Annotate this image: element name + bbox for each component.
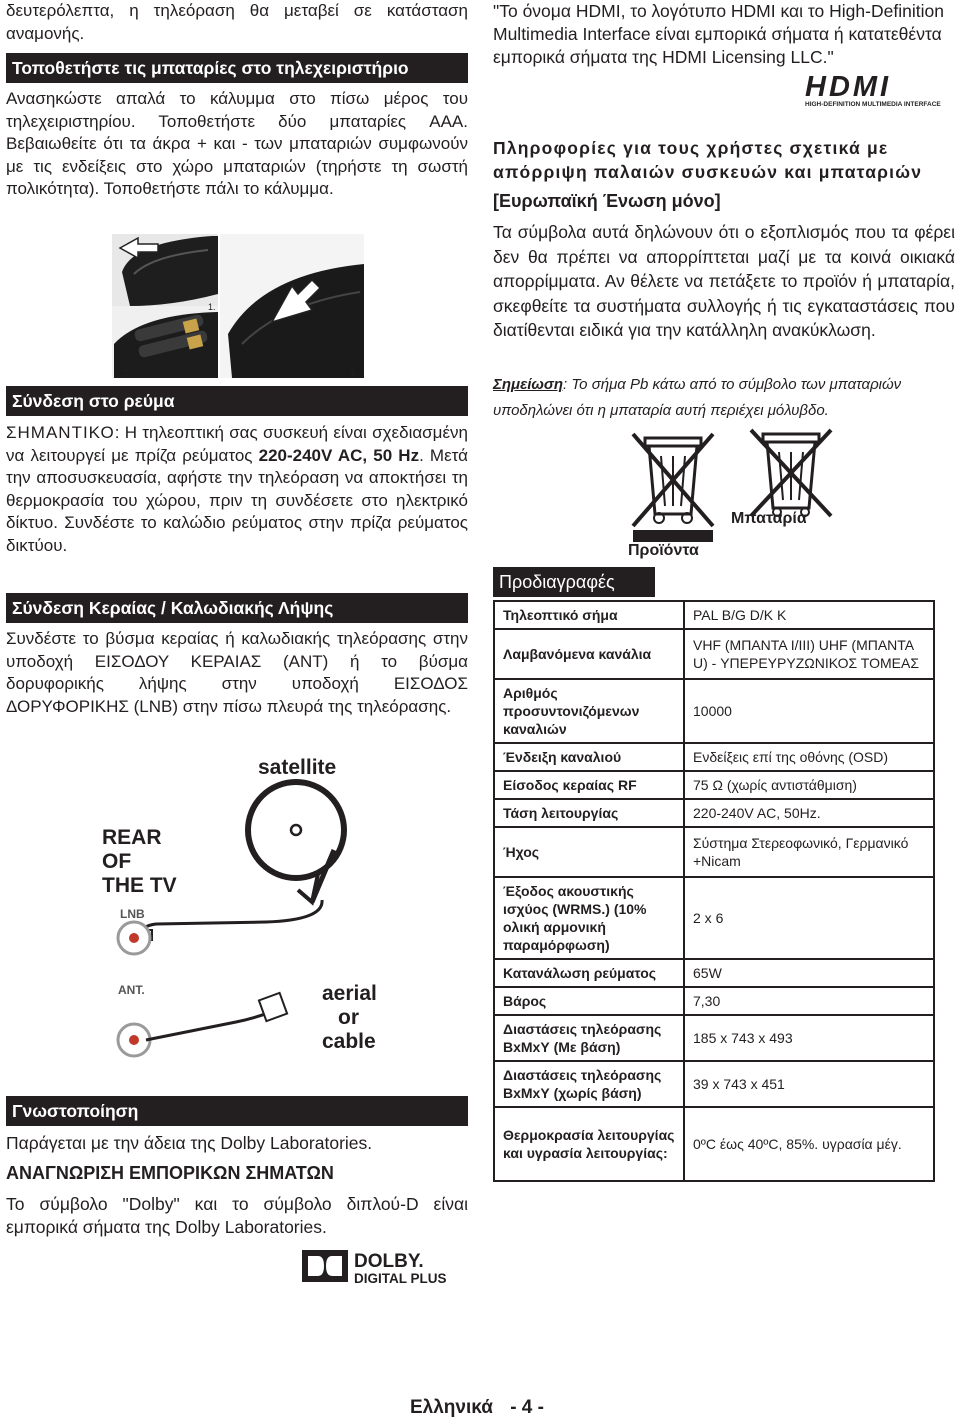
spec-label: Αριθμός προσυντονιζόμενων καναλιών [494,679,684,743]
spec-row [494,1061,934,1107]
aerial-label-line-3: cable [322,1030,376,1053]
spec-row [494,1107,934,1181]
spec-value: 185 x 743 x 493 [684,1015,934,1061]
spec-value: 2 x 6 [684,877,934,959]
spec-row [494,771,934,799]
products-label: Προϊόντα [628,542,699,559]
battery-bin-icon [743,428,839,518]
step-2-label: 2. [124,368,132,378]
eu-only-label: [Ευρωπαϊκή Ένωση μόνο] [493,191,721,211]
disposal-heading: Πληροφορίες για τους χρήστες σχετικά με απόρριψη παλαιών συσκευών και μπαταριών [493,138,923,182]
hdmi-logo-subtext: HIGH-DEFINITION MULTIMEDIA INTERFACE [805,101,941,108]
batteries-text: Ανασηκώστε απαλά το κάλυμμα στο πίσω μέρος του τηλεχειριστηρίου. Τοποθετήστε δύο μπαταρίες AAA. Βεβαιωθείτε ότι τα άκρα + και - των μπαταριών συμφωνούν με τις ενδείξεις στο χώρο μπαταριών (τηρήστε τη σωστή πολικότητα). Τοποθετήστε πάλι το κάλυμμα. [6,89,468,198]
spec-value: VHF (ΜΠΑΝΤΑ I/III) UHF (ΜΠΑΝΤΑ U) - ΥΠΕΡΕΥΡΥΖΩΝΙΚΟΣ ΤΟΜΕΑΣ [684,629,934,679]
spec-label: Έξοδος ακουστικής ισχύος (WRMS.) (10% ολική αρμονική παραμόρφωση) [494,877,684,959]
note-text [493,372,955,424]
spec-label: Είσοδος κεραίας RF [494,771,684,799]
spec-row [494,601,934,629]
ant-label: ANT. [118,983,145,997]
spec-value: Σύστημα Στερεοφωνικό, Γερμανικό +Nicam [684,827,934,877]
spec-value: 0ºC έως 40ºC, 85%. υγρασία μέγ. [684,1107,934,1181]
footer-language: Ελληνικά [410,1397,493,1418]
batteries-heading: Τοποθετήστε τις μπαταρίες στο τηλεχειριστήριο [6,53,468,83]
spec-label: Διαστάσεις τηλεόρασης ΒxΜxΥ (Με βάση) [494,1015,684,1061]
lnb-label: LNB [120,907,145,921]
spec-value: 65W [684,959,934,987]
specs-heading: Προδιαγραφές [493,567,655,597]
spec-row [494,1015,934,1061]
hdmi-trademark-text: "Το όνομα HDMI, το λογότυπο HDMI και το High-Definition Multimedia Interface είναι εμπορικά σήματα ή κατατεθέντα εμπορικά σήματα της HDMI Licensing LLC." [493,1,944,67]
spec-label: Βάρος [494,987,684,1015]
disposal-text: Τα σύμβολα αυτά δηλώνουν ότι ο εξοπλισμός που τα φέρει δεν θα πρέπει να απορρίπτεται μαζί με τα κοινά οικιακά απορρίμματα. Αν θέλετε να πετάξετε το προϊόν ή μπαταρία, σκεφθείτε τα συστήματα συλλογής ή τις εγκαταστάσεις που διατίθενται ειδικά για την κατάλληλη ανακύκλωση. [493,222,955,340]
spec-value: 220-240V AC, 50Hz. [684,799,934,827]
trademark-heading: ΑΝΑΓΝΩΡΙΣΗ ΕΜΠΟΡΙΚΩΝ ΣΗΜΑΤΩΝ [6,1163,334,1183]
rear-label-line-1: REAR [102,826,162,849]
spec-label: Θερμοκρασία λειτουργίας και υγρασία λειτουργίας: [494,1107,684,1181]
remote-battery-illustration [112,234,364,378]
antenna-heading: Σύνδεση Κεραίας / Καλωδιακής Λήψης [6,593,468,623]
spec-row [494,959,934,987]
satellite-label: satellite [258,756,337,779]
spec-row [494,679,934,743]
page-number: - 4 - [510,1397,544,1418]
spec-label: Κατανάλωση ρεύματος [494,959,684,987]
spec-value: 75 Ω (χωρίς αντιστάθμιση) [684,771,934,799]
specs-table [493,600,935,1182]
spec-row [494,629,934,679]
notice-heading: Γνωστοποίηση [6,1096,468,1126]
intro-text: δευτερόλεπτα, η τηλεόραση θα μεταβεί σε κατάσταση αναμονής. [6,1,468,43]
spec-label: Τηλεοπτικό σήμα [494,601,684,629]
step-1-label: 1. [208,302,216,312]
dolby-logo-subtext: DIGITAL PLUS [354,1271,447,1286]
spec-label: Ένδειξη καναλιού [494,743,684,771]
power-heading: Σύνδεση στο ρεύμα [6,386,468,416]
spec-value: Ενδείξεις επί της οθόνης (OSD) [684,743,934,771]
spec-value: 10000 [684,679,934,743]
power-text [6,422,468,557]
spec-value: 39 x 743 x 451 [684,1061,934,1107]
notice-text: Παράγεται με την άδεια της Dolby Laboratories. [6,1133,373,1153]
products-bin-icon [625,432,721,542]
power-voltage: 220-240V AC, 50 Hz [258,445,420,465]
spec-label: Ήχος [494,827,684,877]
antenna-diagram [86,750,406,1060]
hdmi-logo [803,72,953,108]
aerial-label-line-1: aerial [322,982,377,1005]
spec-row [494,877,934,959]
note-label: Σημείωση [493,376,564,393]
page-footer [410,1397,544,1419]
dolby-logo-text: DOLBY. [354,1251,424,1272]
spec-row [494,743,934,771]
spec-label: Τάση λειτουργίας [494,799,684,827]
rear-label-line-3: THE TV [102,874,177,897]
spec-row [494,799,934,827]
rear-label-line-2: OF [102,850,132,873]
antenna-text: Συνδέστε το βύσμα κεραίας ή καλωδιακής τηλεόρασης στην υποδοχή ΕΙΣΟΔΟΥ ΚΕΡΑΙΑΣ (ANT) ή το βύσμα δορυφορικής λήψης στην υποδοχή ΕΙΣΟΔΟΣ ΔΟΡΥΦΟΡΙΚΗΣ (LNB) στην πίσω πλευρά της τηλεόρασης. [6,629,468,716]
battery-label: Μπαταρία [731,510,807,527]
important-label: ΣΗΜΑΝΤΙΚΟ [6,423,115,442]
spec-value: PAL B/G D/K K [684,601,934,629]
dolby-logo [302,1246,466,1286]
spec-row [494,827,934,877]
step-3-label: 3. [350,368,358,378]
spec-label: Διαστάσεις τηλεόρασης ΒxΜxΥ (χωρίς βάση) [494,1061,684,1107]
spec-label: Λαμβανόμενα κανάλια [494,629,684,679]
spec-value: 7,30 [684,987,934,1015]
power-text-part-1: : Η τηλεοπτική σας συσκευή είναι σχεδιασμένη να λειτουργεί με πρίζα ρεύματος [6,423,468,465]
power-text-part-2: . Μετά την αποσυσκευασία, αφήστε την τηλεόραση να αποκτήσει τη θερμοκρασία του χώρου, πριν τη συνδέσετε στο ηλεκτρικό δίκτυο. Συνδέστε το καλώδιο ρεύματος στην πρίζα ρεύματος δικτύου. [6,445,468,555]
aerial-label-line-2: or [338,1006,359,1029]
note-body: : Το σήμα Pb κάτω από το σύμβολο των μπαταριών υποδηλώνει ότι η μπαταρία αυτή περιέχει μόλυβδο. [493,376,902,419]
spec-row [494,987,934,1015]
hdmi-logo-text: HDMI [805,72,892,103]
trademark-text: Το σύμβολο "Dolby" και το σύμβολο διπλού-D είναι εμπορικά σήματα της Dolby Laboratories. [6,1194,468,1237]
